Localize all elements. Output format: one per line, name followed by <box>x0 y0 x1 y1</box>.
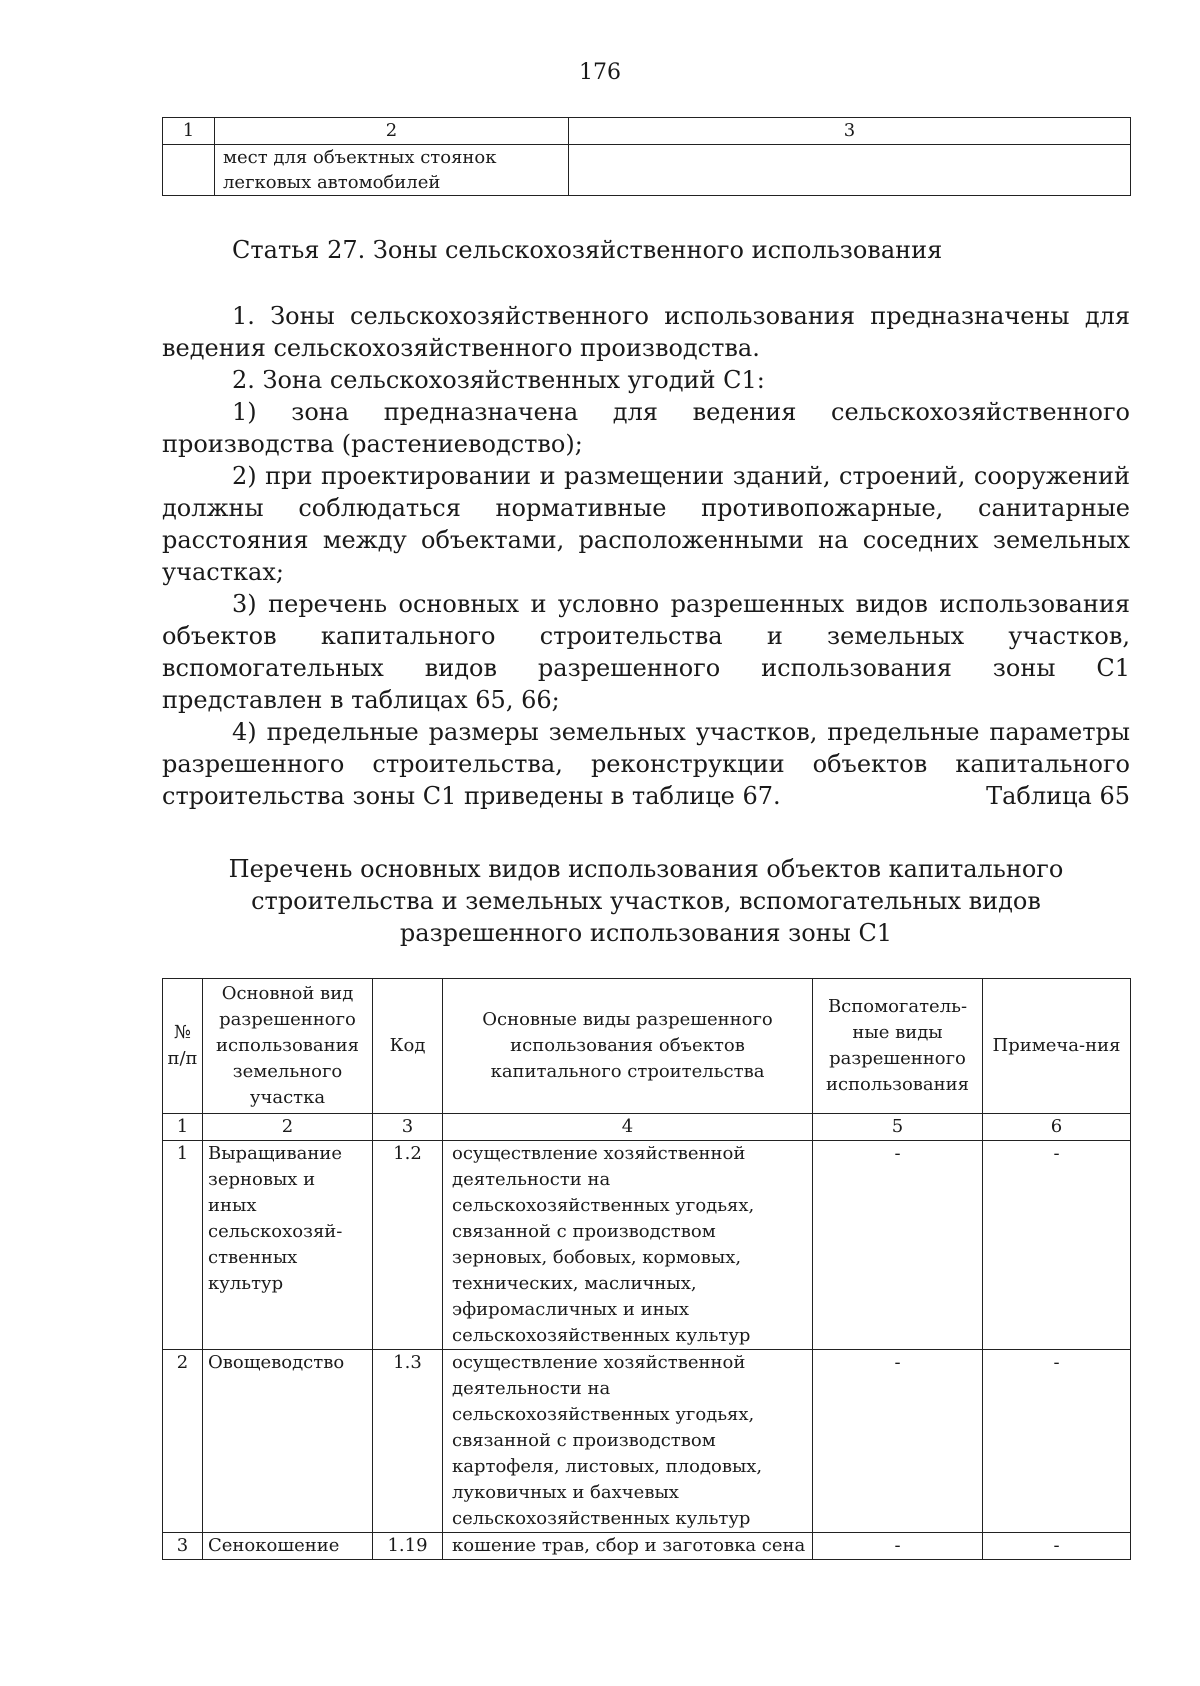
column-number: 2 <box>215 118 569 145</box>
paragraph: 2) при проектировании и размещении зданий, строений, сооружений должны соблюдаться нормативные противопожарные, санитарные расстояния между объектами, расположенными на соседних земельных участках; <box>162 462 1130 586</box>
row-number: 2 <box>163 1350 203 1533</box>
row-number: 3 <box>163 1533 203 1560</box>
table-header-row <box>163 979 1131 1114</box>
paragraph: 3) перечень основных и условно разрешенных видов использования объектов капитального строительства и земельных участков, вспомогательных видов разрешенного использования зоны С1 представлен в таблицах 65, 66; <box>162 590 1130 714</box>
auxiliary-cell: - <box>813 1533 983 1560</box>
column-number: 2 <box>203 1114 373 1141</box>
article-title: Статья 27. Зоны сельскохозяйственного использования <box>232 236 943 264</box>
notes-cell: - <box>983 1141 1131 1350</box>
column-number: 1 <box>163 118 215 145</box>
notes-cell: - <box>983 1350 1131 1533</box>
table-title-line: разрешенного использования зоны С1 <box>399 919 893 947</box>
column-header: Основной вид разрешенного использования земельного участка <box>203 979 373 1114</box>
table-header-row <box>163 118 1131 145</box>
table-label: Таблица 65 <box>986 782 1130 810</box>
column-number: 3 <box>569 118 1131 145</box>
column-numbers-row <box>163 1114 1131 1141</box>
column-number: 5 <box>813 1114 983 1141</box>
table-title-line: Перечень основных видов использования объектов капитального <box>228 855 1064 883</box>
cell-line: мест для объектных стоянок <box>223 147 497 168</box>
table-row <box>163 145 1131 196</box>
page-number: 176 <box>579 60 621 85</box>
code-cell: 1.2 <box>373 1141 443 1350</box>
code-cell: 1.19 <box>373 1533 443 1560</box>
table-title-line: строительства и земельных участков, вспомогательных видов <box>251 887 1041 915</box>
code-cell: 1.3 <box>373 1350 443 1533</box>
table-cell <box>163 145 215 196</box>
main-use-cell: Сенокошение <box>203 1533 373 1560</box>
cell-line: легковых автомобилей <box>223 172 441 193</box>
description-cell: осуществление хозяйственной деятельности на сельскохозяйственных угодьях, связанной с производством картофеля, листовых, плодовых, луковичных и бахчевых сельскохозяйственных культур <box>443 1350 813 1533</box>
column-number: 1 <box>163 1114 203 1141</box>
table-row <box>163 1533 1131 1560</box>
column-header: Код <box>373 979 443 1114</box>
paragraph: 2. Зона сельскохозяйственных угодий С1: <box>232 366 765 394</box>
table-row <box>163 1350 1131 1533</box>
main-use-cell: Выращивание зерновых и иных сельскохозяй-ственных культур <box>203 1141 373 1350</box>
column-header: Вспомогатель-ные виды разрешенного использования <box>813 979 983 1114</box>
column-header: Примеча-ния <box>983 979 1131 1114</box>
auxiliary-cell: - <box>813 1350 983 1533</box>
continuation-table <box>162 117 1131 196</box>
table-title <box>162 853 1130 949</box>
paragraph: 1. Зоны сельскохозяйственного использования предназначены для ведения сельскохозяйственного производства. <box>162 302 1130 362</box>
description-cell: кошение трав, сбор и заготовка сена <box>443 1533 813 1560</box>
table-cell <box>569 145 1131 196</box>
column-header: Основные виды разрешенного использования объектов капитального строительства <box>443 979 813 1114</box>
column-number: 6 <box>983 1114 1131 1141</box>
column-number: 4 <box>443 1114 813 1141</box>
row-number: 1 <box>163 1141 203 1350</box>
paragraph: 4) предельные размеры земельных участков, предельные параметры разрешенного строительства, реконструкции объектов капитального строительства зоны С1 приведены в таблице 67. <box>162 718 1130 810</box>
table-cell <box>215 145 569 196</box>
zone-uses-table <box>162 978 1131 1560</box>
table-row <box>163 1141 1131 1350</box>
column-header: № п/п <box>163 979 203 1114</box>
paragraph: 1) зона предназначена для ведения сельскохозяйственного производства (растениеводство); <box>162 398 1130 458</box>
auxiliary-cell: - <box>813 1141 983 1350</box>
column-number: 3 <box>373 1114 443 1141</box>
description-cell: осуществление хозяйственной деятельности на сельскохозяйственных угодьях, связанной с производством зерновых, бобовых, кормовых, технических, масличных, эфиромасличных и иных сельскохозяйственных культур <box>443 1141 813 1350</box>
article-body <box>162 300 1130 812</box>
main-use-cell: Овощеводство <box>203 1350 373 1533</box>
notes-cell: - <box>983 1533 1131 1560</box>
